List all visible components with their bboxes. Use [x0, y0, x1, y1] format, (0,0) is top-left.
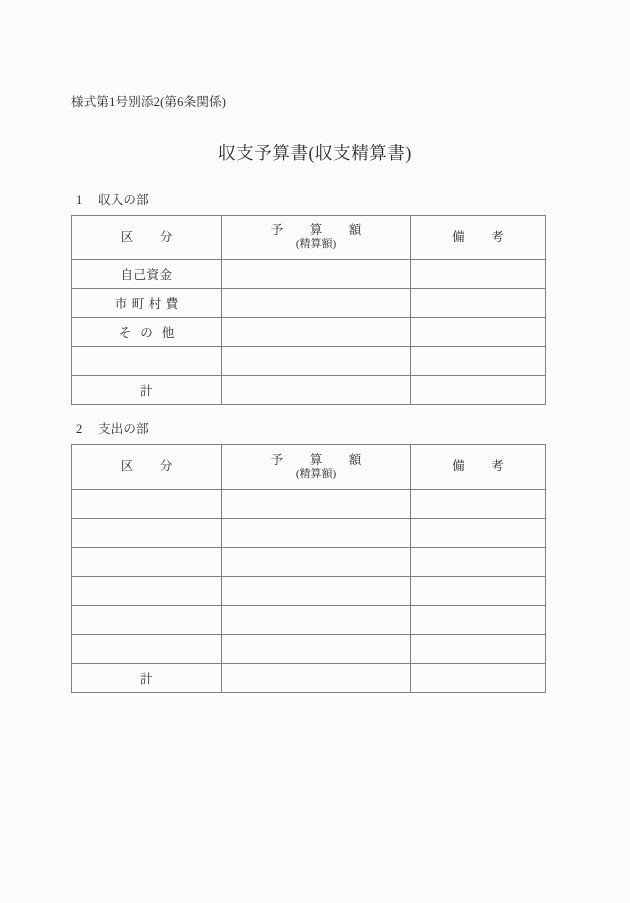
form-code-label: 様式第1号別添2(第6条関係): [71, 95, 227, 109]
column-header-note: [411, 445, 546, 490]
note-cell[interactable]: [411, 577, 546, 606]
column-header-kubun-text: 区 分: [120, 459, 180, 474]
row-label-cell[interactable]: [72, 347, 222, 376]
column-header-amount-main: 予 算 額: [270, 452, 369, 467]
table-header-row: [72, 216, 546, 260]
amount-cell[interactable]: [222, 318, 411, 347]
note-cell[interactable]: [411, 548, 546, 577]
section-title: 収入の部: [98, 193, 149, 207]
row-label-cell: [72, 318, 222, 347]
column-header-amount-main: 予 算 額: [270, 223, 369, 238]
row-label-cell-total: [72, 376, 222, 405]
row-label-cell[interactable]: [72, 519, 222, 548]
amount-cell[interactable]: [222, 635, 411, 664]
row-label: 計: [139, 672, 153, 686]
note-cell[interactable]: [411, 635, 546, 664]
column-header-note-text: 備 考: [452, 459, 511, 474]
amount-cell[interactable]: [222, 548, 411, 577]
row-label-cell[interactable]: [72, 548, 222, 577]
expense-table: [71, 444, 546, 693]
amount-cell-total[interactable]: [222, 664, 411, 693]
column-header-note: [411, 216, 546, 260]
table-total-row: [72, 664, 546, 693]
table-row: [72, 318, 546, 347]
row-label-cell[interactable]: [72, 606, 222, 635]
table-row: [72, 548, 546, 577]
section-label-income: [76, 190, 149, 208]
row-label-cell: [72, 260, 222, 289]
section-number: 1: [76, 193, 83, 207]
amount-cell[interactable]: [222, 347, 411, 376]
table-header-row: [72, 445, 546, 490]
section-label-expense: [76, 419, 149, 437]
note-cell[interactable]: [411, 606, 546, 635]
page-title: 収支予算書(収支精算書): [218, 143, 412, 163]
table-row: [72, 347, 546, 376]
row-label-cell: [72, 289, 222, 318]
column-header-kubun-text: 区 分: [120, 229, 180, 244]
amount-cell-total[interactable]: [222, 376, 411, 405]
note-cell[interactable]: [411, 289, 546, 318]
income-table: [71, 215, 546, 405]
row-label-cell[interactable]: [72, 577, 222, 606]
column-header-kubun: [72, 216, 222, 260]
table-row: [72, 606, 546, 635]
row-label: 自己資金: [120, 268, 173, 282]
note-cell[interactable]: [411, 347, 546, 376]
note-cell[interactable]: [411, 318, 546, 347]
amount-cell[interactable]: [222, 289, 411, 318]
amount-cell[interactable]: [222, 606, 411, 635]
note-cell[interactable]: [411, 519, 546, 548]
section-title: 支出の部: [98, 422, 149, 436]
table-total-row: [72, 376, 546, 405]
amount-cell[interactable]: [222, 577, 411, 606]
table-row: [72, 635, 546, 664]
column-header-amount: [222, 445, 411, 490]
amount-cell[interactable]: [222, 260, 411, 289]
row-label-cell[interactable]: [72, 490, 222, 519]
amount-cell[interactable]: [222, 490, 411, 519]
column-header-amount: [222, 216, 411, 260]
table-row: [72, 519, 546, 548]
note-cell[interactable]: [411, 490, 546, 519]
note-cell-total[interactable]: [411, 376, 546, 405]
section-number: 2: [76, 422, 83, 436]
note-cell-total[interactable]: [411, 664, 546, 693]
column-header-note-text: 備 考: [452, 229, 511, 244]
row-label: 計: [139, 384, 153, 398]
table-row: [72, 490, 546, 519]
column-header-amount-sub: (精算額): [295, 467, 337, 480]
amount-cell[interactable]: [222, 519, 411, 548]
note-cell[interactable]: [411, 260, 546, 289]
row-label-cell[interactable]: [72, 635, 222, 664]
row-label: その他: [118, 326, 184, 340]
row-label-cell-total: [72, 664, 222, 693]
column-header-amount-sub: (精算額): [295, 238, 337, 251]
table-row: [72, 577, 546, 606]
table-row: [72, 260, 546, 289]
table-row: [72, 289, 546, 318]
column-header-kubun: [72, 445, 222, 490]
row-label: 市町村費: [114, 297, 183, 311]
